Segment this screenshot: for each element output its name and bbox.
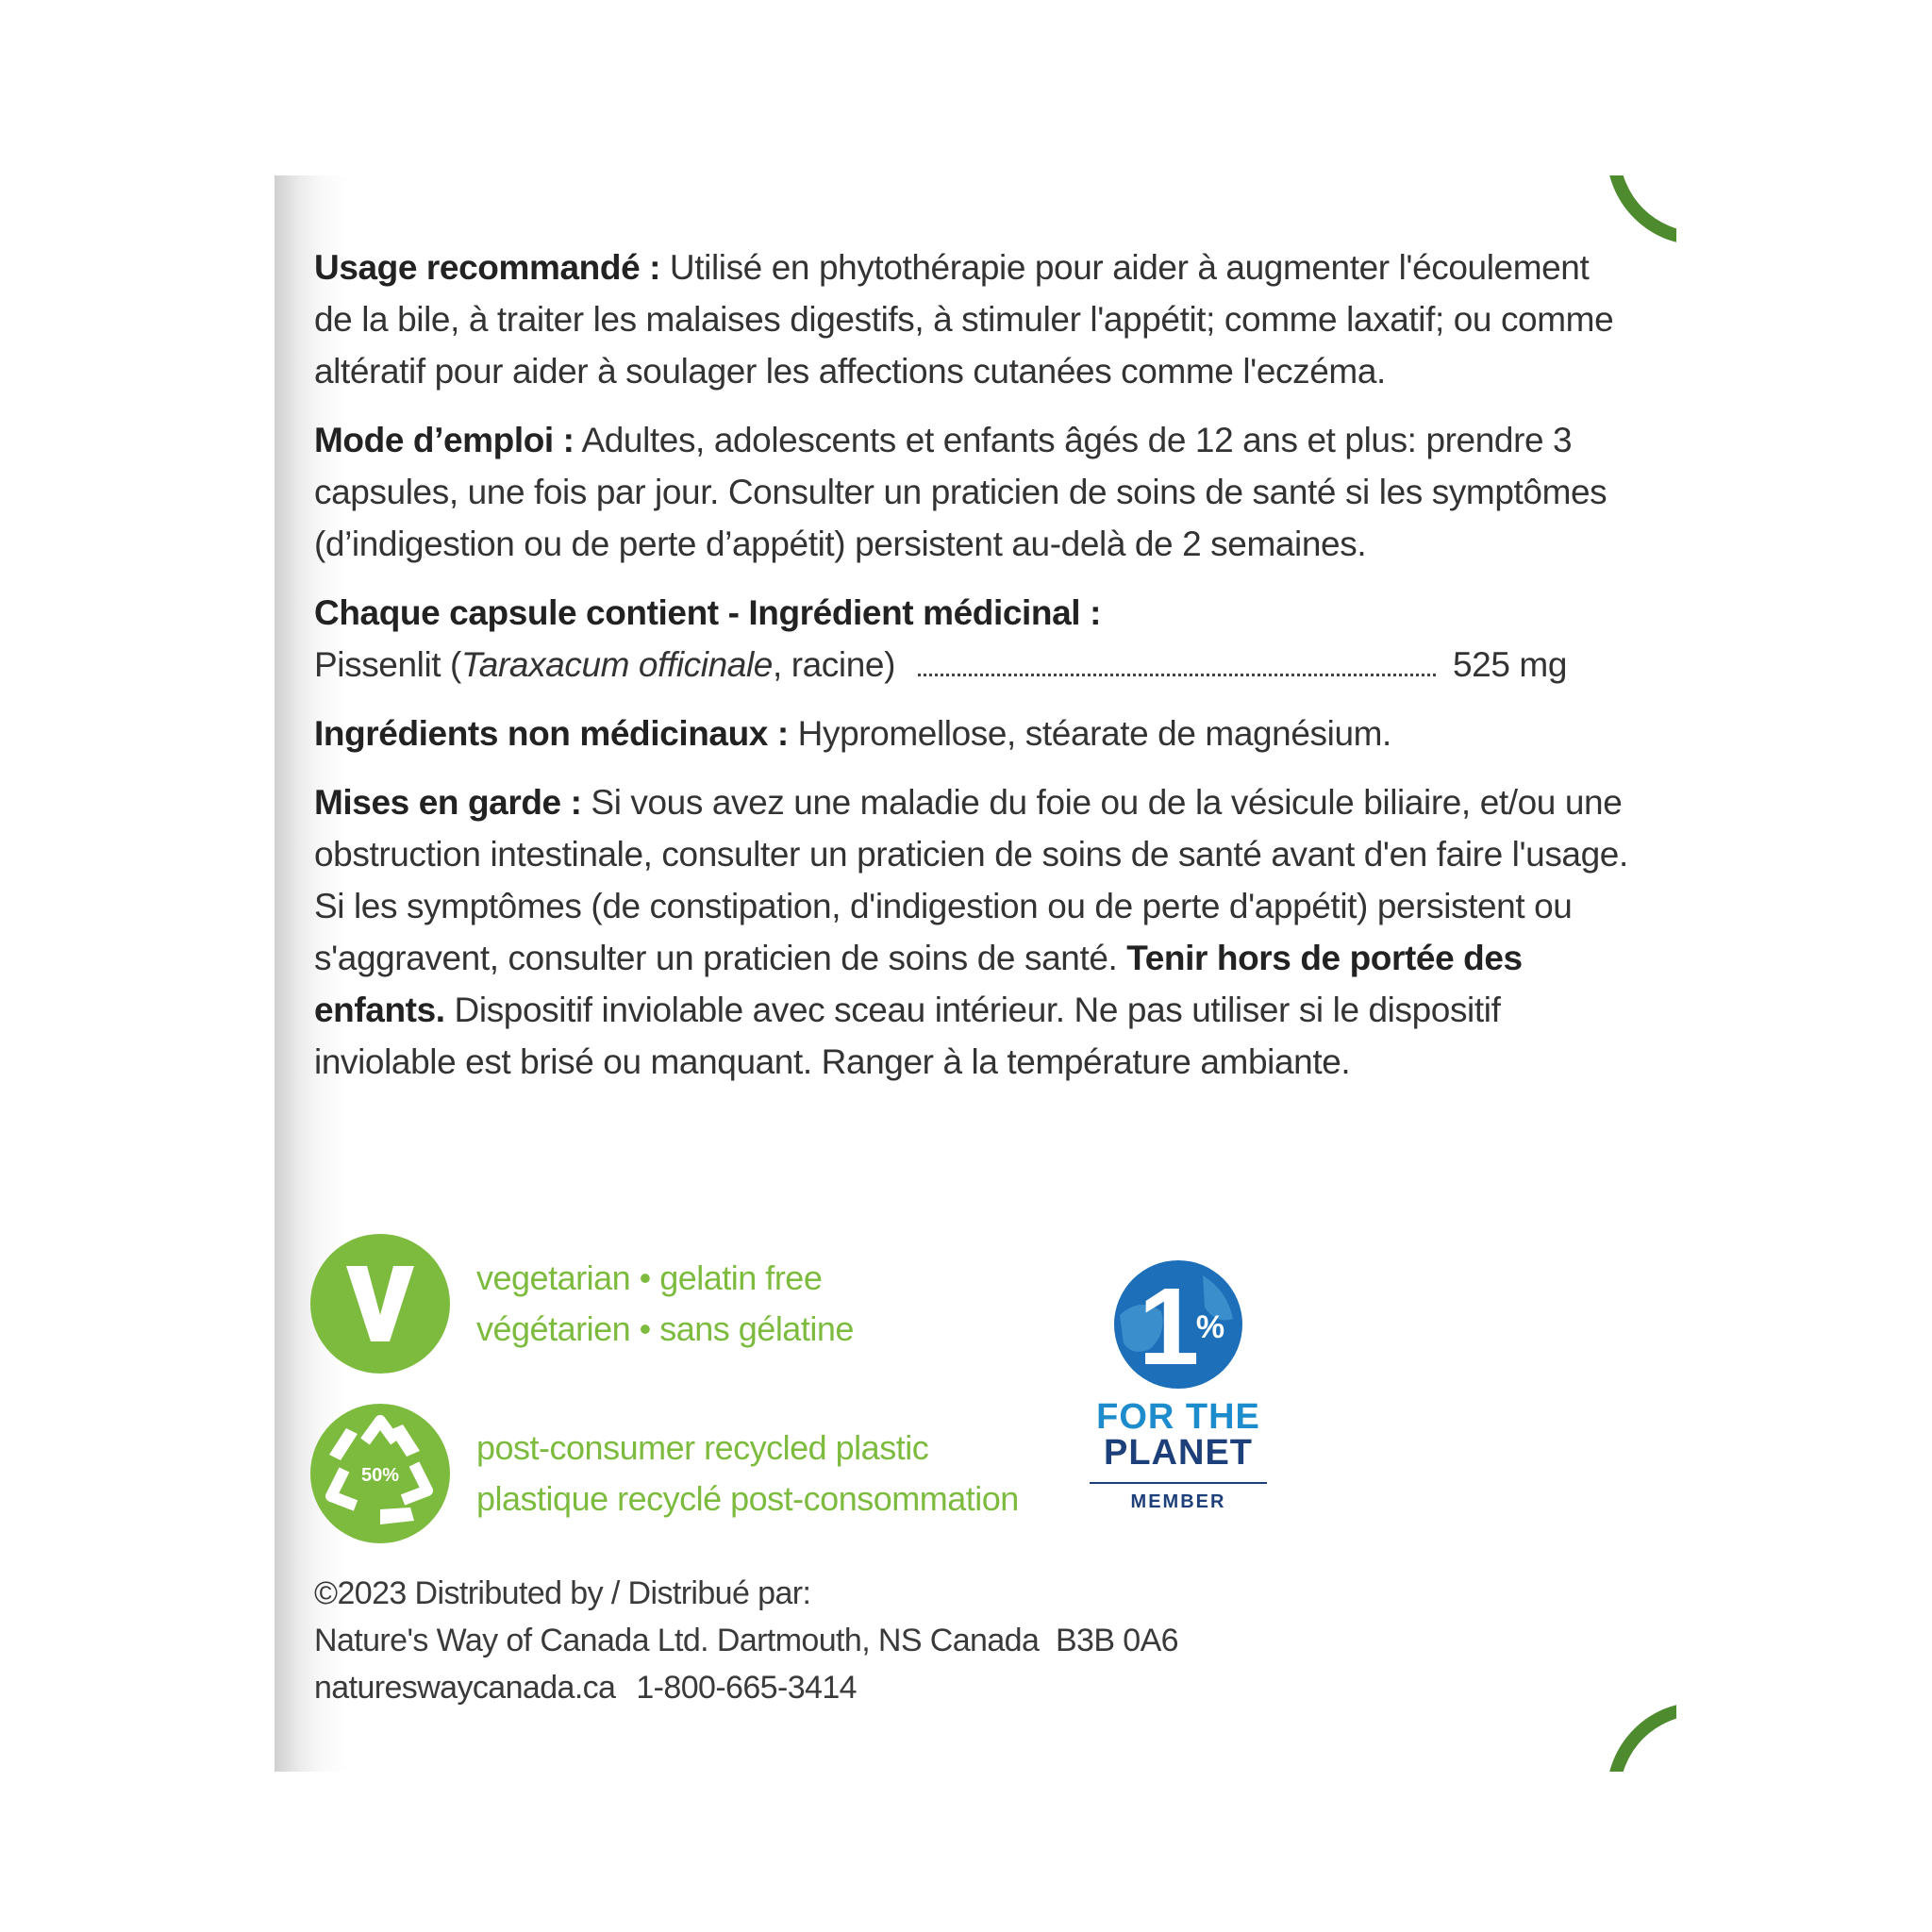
footer-phone: 1-800-665-3414 — [636, 1670, 857, 1706]
non-medicinal-text: Hypromellose, stéarate de magnésium. — [788, 714, 1391, 753]
non-medicinal-heading: Ingrédients non médicinaux : — [314, 714, 789, 753]
footer-company-address: Nature's Way of Canada Ltd. Dartmouth, NS Canada B3B 0A6 — [314, 1623, 1178, 1658]
usage-heading: Usage recommandé : — [314, 248, 661, 287]
planet-divider — [1090, 1482, 1267, 1484]
directions-text: Adultes, adolescents et enfants âgés de 12 ans et plus: prendre 3 capsules, une fois par jour. Consulter un praticien de soins de santé si les symptômes (d’indigestion ou de perte d’appétit) persistent au-delà de 2 semaines. — [314, 421, 1607, 563]
footer-website: natureswaycanada.ca — [314, 1670, 616, 1706]
label-corner-top-right — [1620, 175, 1676, 232]
medicinal-heading-paragraph — [314, 587, 1635, 639]
footer-distributed-by: ©2023 Distributed by / Distribué par: — [314, 1575, 811, 1611]
recycle-icon — [308, 1402, 452, 1545]
directions-heading: Mode d’emploi : — [314, 421, 575, 459]
recycled-plastic-text-en: post-consumer recycled plastic — [476, 1428, 929, 1467]
usage-paragraph — [314, 242, 1635, 397]
recycle-percent: 50% — [360, 1465, 400, 1486]
planet-globe-icon — [1112, 1258, 1244, 1391]
non-medicinal-paragraph — [314, 708, 1635, 759]
planet-number: 1 — [1138, 1265, 1200, 1388]
footer-contact-line — [314, 1664, 1178, 1711]
medicinal-heading: Chaque capsule contient - Ingrédient médicinal : — [314, 593, 1101, 632]
medicinal-ingredient-line — [314, 639, 1567, 691]
label-corner-bottom-right — [1620, 1715, 1676, 1772]
warnings-paragraph — [314, 776, 1635, 1088]
usage-text: Utilisé en phytothérapie pour aider à augmenter l'écoulement de la bile, à traiter les malaises digestifs, à stimuler l'appétit; comme laxatif; ou comme altératif pour aider à soulager les affections cutanées comme l'eczéma. — [314, 248, 1614, 391]
recycled-plastic-text — [476, 1423, 1019, 1524]
warnings-heading: Mises en garde : — [314, 783, 582, 822]
dotted-leader — [918, 674, 1436, 676]
planet-planet: PLANET — [1104, 1433, 1253, 1473]
product-label-panel — [275, 175, 1676, 1772]
ingredient-common-name: Pissenlit ( — [314, 645, 461, 684]
distributor-footer — [314, 1570, 1178, 1711]
ingredient-amount: 525 mg — [1452, 645, 1567, 684]
one-percent-for-the-planet-logo — [1086, 1258, 1271, 1513]
directions-paragraph — [314, 414, 1635, 570]
vegetarian-v-icon — [308, 1232, 452, 1375]
vegetarian-text — [476, 1253, 854, 1355]
planet-member: MEMBER — [1130, 1491, 1226, 1512]
vegetarian-text-fr: végétarien • sans gélatine — [476, 1309, 854, 1348]
warnings-text-2: Dispositif inviolable avec sceau intérieur. Ne pas utiliser si le dispositif inviolable est brisé ou manquant. Ranger à la température ambiante. — [314, 991, 1501, 1081]
ingredient-latin-name: Taraxacum officinale — [460, 645, 773, 684]
planet-percent: % — [1195, 1309, 1225, 1345]
ingredient-part: , racine) — [772, 645, 896, 684]
warnings-keep-out-of-reach: Tenir hors de portée des enfants. — [314, 939, 1523, 1029]
planet-for-the: FOR THE — [1096, 1397, 1260, 1437]
warnings-text: Si vous avez une maladie du foie ou de la vésicule biliaire, et/ou une obstruction intestinale, consulter un praticien de soins de santé avant d'en faire l'usage. Si les symptômes (de constipation, d'indigestion ou de perte d'appétit) persistent ou s'aggravent, consulter un praticien de soins de santé. — [314, 783, 1628, 977]
vegetarian-text-en: vegetarian • gelatin free — [476, 1258, 823, 1297]
ingredient-name — [314, 639, 895, 691]
label-text-content — [314, 242, 1635, 1105]
recycled-plastic-text-fr: plastique recyclé post-consommation — [476, 1479, 1019, 1518]
